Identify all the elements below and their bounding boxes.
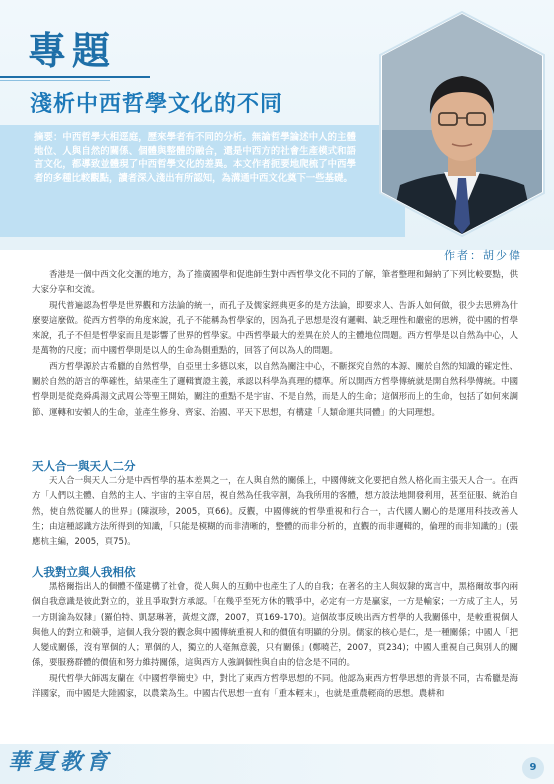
portrait-image [378,10,546,238]
section-2-text [32,580,518,702]
section-2-paragraph: 現代哲學大師馮友蘭在《中國哲學簡史》中，對比了東西方哲學思想的不同。他認為東西方哲學思想的背景不同，古希臘是海洋國家，而中國是大陸國家，以農業為生。中國古代思想一直有「重本輕末」，也就是重農輕商的思想。農耕和 [32,673,518,700]
section-heading-2: 人我對立與人我相依 [32,565,136,579]
intro-paragraph: 西方哲學源於古希臘的自然哲學，自亞里士多德以來，以自然為關注中心，不斷探究自然的本源、關於自然的知識的確定性、關於自然的語言的準確性，結果產生了邏輯實證主義，承認以科學為真理的標準。所以開西方哲學傳統就是開自然科學傳統。中國哲學則是從堯舜禹湯文武周公等聖王開始，關注的重點不是宇宙、不是自然，而是人的生命；這個形而上的生命，包括了如何來調節、運轉和安頓人的生命，並產生修身、齊家、治國、平天下思想，有構建「人類命運共同體」的大同理想。 [32,361,518,418]
author-byline: 作者：胡少偉 [444,249,522,262]
section-1-paragraph: 天人合一與天人二分是中西哲學的基本差異之一，在人與自然的關係上，中國傳統文化要把自然人格化而主張天人合一。在西方「人們以主體、自然的主人、宇宙的主宰自居，視自然為任我宰割，為我所用的客體，想方設法地開發利用，甚至征服、統治自然，使自然從屬人的世界」(陳淑珍，2005，頁66)。反觀，中國傳統的哲學重視和行合一，古代國人關心的是運用科技改善人生；由這種認識方法所得到的知識，「只能是模糊的而非清晰的，整體的而非分析的，直觀的而非邏輯的，倫理的而非知識的」(張應杭主編，2005，頁75)。 [32,476,518,548]
section-1-text [32,474,518,550]
intro-paragraph: 香港是一個中西文化交滙的地方，為了推廣國學和促進師生對中西哲學文化不同的了解，筆者整理和歸納了下列比較要點，供大家分享和交流。 [32,270,518,296]
abstract-text: 摘要：中西哲學大相逕庭，歷來學者有不同的分析。無論哲學論述中人的主體地位、人與自然的關係、個體與整體的融合，還是中西方的社會生產模式和語言文化，都導致並體現了中西哲學文化的差異。本文作者扼要地爬梳了中西學者的多種比較觀點，讀者深入淺出有所認知，為溝通中西文化奠下一些基礎。 [34,132,356,184]
intro-text [32,268,518,421]
magazine-logo: 華夏教育 [8,749,113,775]
intro-paragraph: 現代普遍認為哲學是世界觀和方法論的統一，而孔子及儒家經典更多的是方法論，即要求人、告訴人如何做，很少去思辨為什麼要這麼做。從西方哲學的角度來說，孔子不能稱為哲學家的，因為孔子思想是沒有邏輯、缺乏理性和嚴密的思辨，從中國的哲學來說，孔子不但是哲學家而且是影響了世界的哲學家。中西哲學最大的差異在於人的主體地位問題。西方哲學是以自然為中心，人是萬物的尺度；而中國哲學則是以人的生命為側重點的，回答了何以為人的問題。 [32,300,518,357]
article-title: 淺析中西哲學文化的不同 [30,92,284,117]
section-heading-1: 天人合一與天人二分 [32,459,136,473]
author-portrait [378,10,546,238]
title-ornament [0,70,160,86]
section-2-paragraph: 黑格爾指出人的個體不僅建構了社會，從人與人的互動中也產生了人的自我；在著名的主人與奴隸的寓言中，黑格爾故事內兩個自我意識是彼此對立的，並且爭取對方承認。「在幾乎至死方休的戰爭中，必定有一方是贏家，一方是輸家；一方成了主人，另一方則淪為奴隸」(羅伯特、凱瑟琳著，黃煜文譯，2007，頁169-170)。這個故事反映出西方哲學的人我關係中，是較重視個人與他人的對立和競爭，這個人我分裂的觀念與中國傳統重視人和的價值有明顯的分別。儒家的核心是仁，是一種關係；中國人「把人變成關係，沒有單個的人；單個的人，獨立的人毫無意義，只有關係」(鄭曉芒，2007，頁234)；中國人重視自己與別人的關係，要服務群體的價值和努力維持關係，這與西方人強調個性與自由的信念是不同的。 [32,582,518,669]
section-label: 專題 [28,28,117,73]
page-number: 9 [522,757,544,779]
